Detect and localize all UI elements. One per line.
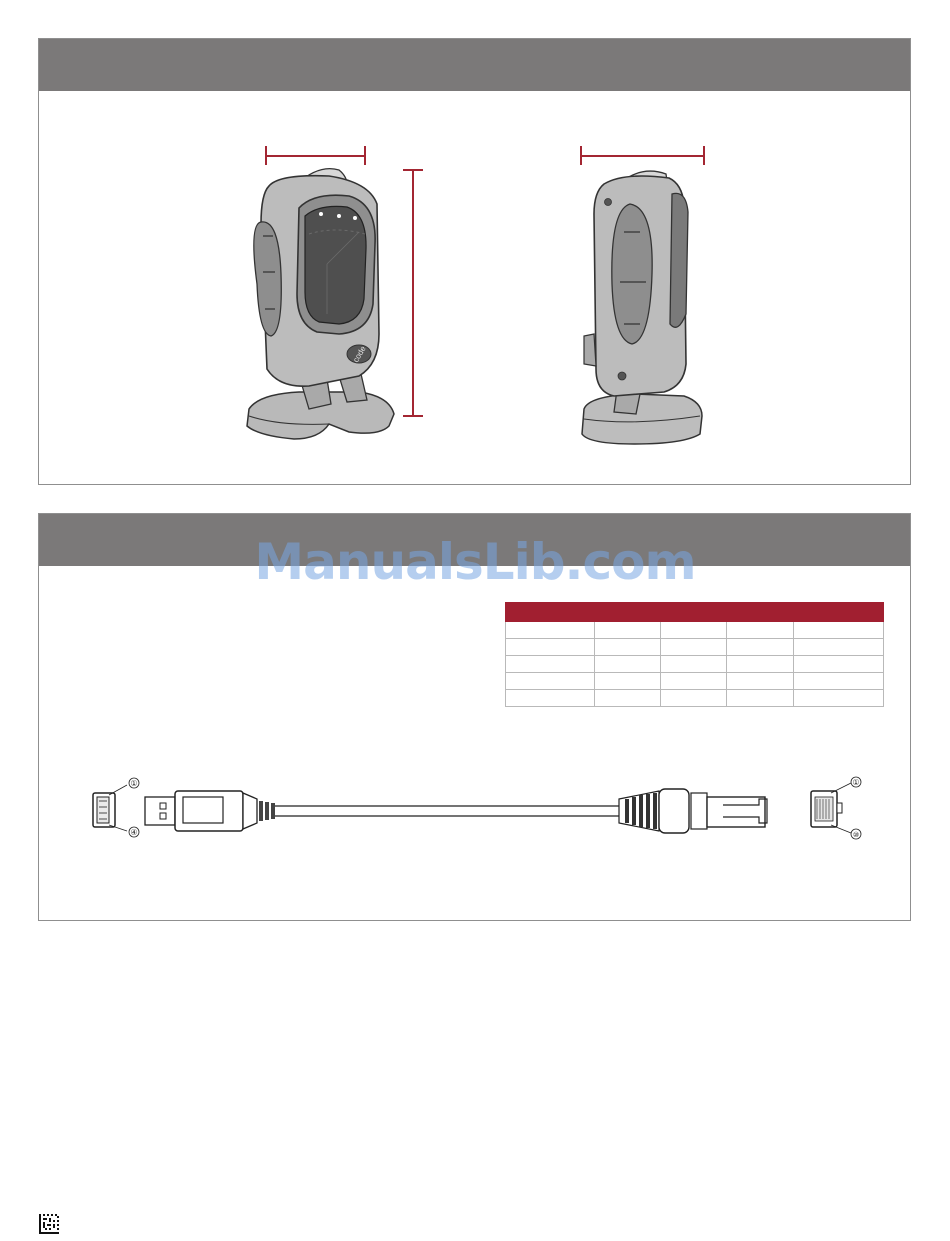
table-cell (727, 690, 794, 707)
scanner-side-view (574, 164, 714, 449)
table-cell (661, 622, 727, 639)
height-dimension-line (412, 169, 414, 417)
table-cell (727, 673, 794, 690)
table-cell (661, 656, 727, 673)
table-cell (595, 622, 661, 639)
table-row (506, 673, 884, 690)
usb-pin-1-label: ① (130, 779, 138, 788)
front-width-tick-left (265, 146, 267, 165)
table-row (506, 656, 884, 673)
rj-pin-1-label: ① (852, 778, 860, 787)
height-tick-bottom (403, 415, 423, 417)
scanner-logo: code (351, 344, 368, 365)
dimensions-panel-header (39, 39, 910, 91)
table-cell (727, 622, 794, 639)
table-cell (506, 622, 595, 639)
usb-cable-drawing (79, 769, 879, 849)
table-cell (794, 673, 884, 690)
table-cell (794, 639, 884, 656)
datamatrix-icon (39, 1214, 59, 1234)
scanner-front-view (239, 164, 399, 449)
table-row (506, 690, 884, 707)
usb-a-plug (145, 791, 275, 831)
table-cell (595, 673, 661, 690)
table-cell (661, 690, 727, 707)
rj-pin-10-label: ⑩ (852, 831, 860, 839)
side-depth-tick-left (580, 146, 582, 165)
table-cell (794, 622, 884, 639)
dimensions-panel (38, 38, 911, 485)
front-width-tick-right (364, 146, 366, 165)
pinout-table-header-row (506, 603, 884, 622)
table-cell (661, 639, 727, 656)
table-header-cell (661, 603, 727, 622)
rj-plug (619, 789, 767, 833)
table-header-cell (794, 603, 884, 622)
table-cell (727, 656, 794, 673)
table-cell (595, 656, 661, 673)
side-depth-dimension-line (580, 155, 705, 157)
rj-end-view (811, 777, 861, 839)
table-header-cell (506, 603, 595, 622)
table-row (506, 622, 884, 639)
table-cell (506, 673, 595, 690)
side-depth-tick-right (703, 146, 705, 165)
usb-end-view (93, 778, 139, 837)
table-header-cell (595, 603, 661, 622)
table-cell (595, 690, 661, 707)
table-cell (727, 639, 794, 656)
table-cell (794, 690, 884, 707)
table-header-cell (727, 603, 794, 622)
table-cell (595, 639, 661, 656)
table-cell (661, 673, 727, 690)
table-cell (506, 639, 595, 656)
watermark: ManualsLib.com (254, 533, 696, 591)
table-cell (794, 656, 884, 673)
height-tick-top (403, 169, 423, 171)
pinout-table (505, 602, 884, 707)
front-width-dimension-line (265, 155, 366, 157)
table-cell (506, 690, 595, 707)
usb-pin-4-label: ④ (130, 828, 138, 837)
table-cell (506, 656, 595, 673)
table-row (506, 639, 884, 656)
